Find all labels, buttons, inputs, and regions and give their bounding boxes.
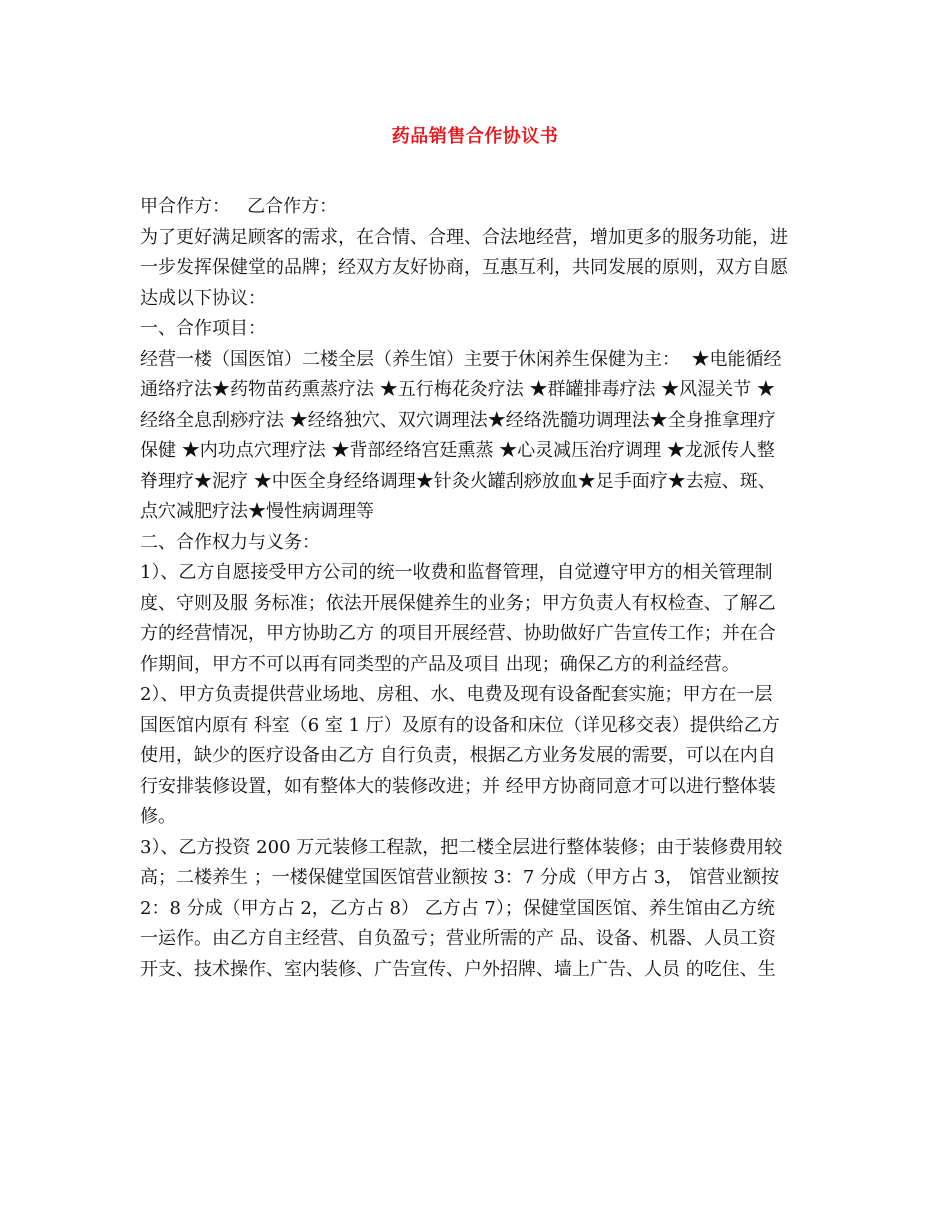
paragraph-line: 修。	[140, 806, 176, 827]
paragraph-line: 经络全息刮痧疗法 ★经络独穴、双穴调理法★经络洗髓功调理法★全身推拿理疗	[140, 409, 776, 431]
paragraph-line: 保健 ★内功点穴理疗法 ★背部经络宫廷熏蒸 ★心灵减压治疗调理 ★龙派传人整	[140, 440, 775, 461]
paragraph-line: 高；二楼养生 ；一楼保健堂国医馆营业额按 3：7 分成（甲方占 3， 馆营业额按	[140, 867, 779, 888]
document-title: 药品销售合作协议书	[391, 126, 559, 147]
paragraph-line: 为了更好满足顾客的需求，在合情、合理、合法地经营，增加更多的服务功能，进	[140, 226, 788, 248]
paragraph-line: 甲合作方： 乙合作方：	[140, 196, 338, 217]
paragraph-line: 国医馆内原有 科室（6 室 1 厅）及原有的设备和床位（详见移交表）提供给乙方	[140, 714, 780, 736]
paragraph-line: 一、合作项目：	[140, 318, 266, 339]
paragraph-line: 使用，缺少的医疗设备由乙方 自行负责，根据乙方业务发展的需要，可以在内自	[140, 745, 776, 766]
paragraph-line: 方的经营情况，甲方协助乙方 的项目开展经营、协助做好广告宣传工作；并在合	[140, 623, 776, 644]
paragraph-line: 经营一楼（国医馆）二楼全层（养生馆）主要于休闲养生保健为主： ★电能循经	[140, 348, 782, 370]
paragraph-line: 一步发挥保健堂的品牌；经双方友好协商，互惠互利，共同发展的原则，双方自愿	[140, 257, 788, 278]
paragraph-line: 3）、乙方投资 200 万元装修工程款，把二楼全层进行整体装修；由于装修费用较	[140, 836, 783, 858]
paragraph-line: 点穴减肥疗法★慢性病调理等	[140, 501, 374, 522]
paragraph-line: 一运作。由乙方自主经营、自负盈亏；营业所需的产 品、设备、机器、人员工资	[140, 928, 776, 949]
paragraph-line: 1）、乙方自愿接受甲方公司的统一收费和监督管理，自觉遵守甲方的相关管理制	[140, 562, 773, 583]
paragraph-line: 开支、技术操作、室内装修、广告宣传、户外招牌、墙上广告、人员 的吃住、生	[140, 958, 776, 980]
paragraph-line: 脊理疗★泥疗 ★中医全身经络调理★针灸火罐刮痧放血★足手面疗★去痘、斑、	[140, 470, 776, 492]
paragraph-line: 2）、甲方负责提供营业场地、房租、水、电费及现有设备配套实施；甲方在一层	[140, 684, 773, 705]
paragraph-line: 达成以下协议：	[140, 287, 266, 309]
paragraph-line: 作期间，甲方不可以再有同类型的产品及项目 出现；确保乙方的利益经营。	[140, 653, 740, 675]
paragraph-line: 行安排装修设置，如有整体大的装修改进；并 经甲方协商同意才可以进行整体装	[140, 775, 776, 797]
document-body	[140, 192, 820, 985]
paragraph-line: 二、合作权力与义务：	[140, 531, 320, 553]
paragraph-line: 通络疗法★药物苗药熏蒸疗法 ★五行梅花灸疗法 ★群罐排毒疗法 ★风湿关节 ★	[140, 379, 775, 400]
paragraph-line: 度、守则及服 务标准；依法开展保健养生的业务；甲方负责人有权检查、了解乙	[140, 592, 776, 614]
paragraph-line: 2：8 分成（甲方占 2，乙方占 8） 乙方占 7）；保健堂国医馆、养生馆由乙方统	[140, 897, 775, 919]
